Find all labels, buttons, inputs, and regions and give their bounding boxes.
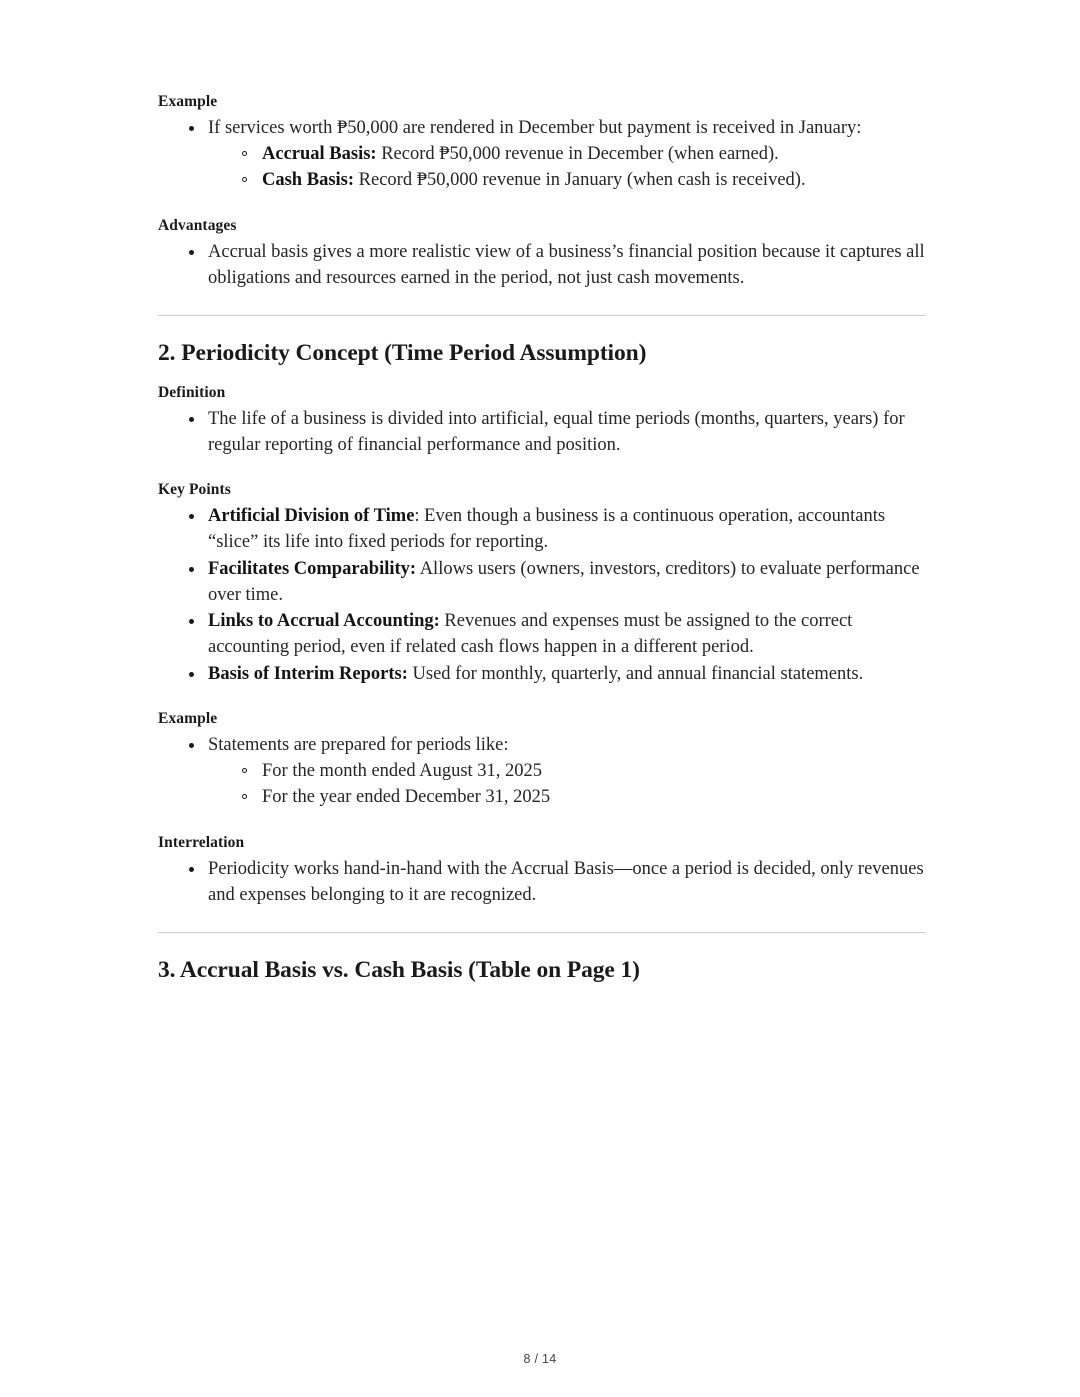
- list-item: [158, 503, 930, 556]
- document-content: [158, 92, 930, 1000]
- section-divider: [158, 315, 926, 316]
- key-point-term: Facilitates Comparability:: [208, 558, 417, 579]
- list-item: [158, 115, 930, 194]
- list-item: [158, 556, 930, 609]
- key-point-text: : Even though a business is a continuous operation, accountants “slice” its life into fixed periods for reporting.: [208, 506, 886, 553]
- list-item: For the year ended December 31, 2025: [208, 784, 930, 810]
- section-label-definition: Definition: [158, 383, 226, 401]
- list-item: [158, 608, 930, 661]
- sub-bullet-term: Accrual Basis:: [262, 144, 377, 165]
- sub-bullet-text: Record ₱50,000 revenue in December (when earned).: [376, 144, 779, 165]
- bullet-text: If services worth ₱50,000 are rendered in December but payment is received in January:: [208, 117, 862, 138]
- section-label-advantages: Advantages: [158, 216, 237, 234]
- example-bullet-list: [158, 115, 930, 194]
- list-item: [158, 406, 930, 459]
- section-interrelation: [158, 833, 930, 908]
- bullet-text: The life of a business is divided into artificial, equal time periods (months, quarters, years) for regular reporting of financial performance and position.: [208, 408, 905, 455]
- example-periods-list: [158, 732, 930, 811]
- section-label-key-points: Key Points: [158, 481, 231, 499]
- advantages-bullet-list: [158, 239, 930, 292]
- page-heading-periodicity: 2. Periodicity Concept (Time Period Assumption): [158, 340, 647, 367]
- list-item: [158, 239, 930, 292]
- list-item: For the month ended August 31, 2025: [208, 758, 930, 784]
- bullet-text: Accrual basis gives a more realistic view of a business’s financial position because it captures all obligations and resources earned in the period, not just cash movements.: [208, 241, 925, 288]
- key-point-term: Basis of Interim Reports:: [208, 663, 408, 684]
- key-point-term: Artificial Division of Time: [208, 506, 415, 527]
- page-heading-comparison: 3. Accrual Basis vs. Cash Basis (Table on Page 1): [158, 957, 640, 984]
- section-advantages: [158, 216, 930, 291]
- definition-bullet-list: [158, 406, 930, 459]
- example-periods-sub-list: [208, 758, 930, 811]
- bullet-text: Periodicity works hand-in-hand with the Accrual Basis—once a period is decided, only revenues and expenses belonging to it are recognized.: [208, 858, 924, 905]
- example-sub-list: [208, 141, 930, 194]
- section-definition: [158, 383, 930, 458]
- key-points-bullet-list: [158, 503, 930, 687]
- key-point-text: Used for monthly, quarterly, and annual financial statements.: [407, 663, 864, 684]
- section-label-interrelation: Interrelation: [158, 833, 245, 851]
- list-item: [208, 141, 930, 167]
- list-item: [208, 167, 930, 193]
- interrelation-bullet-list: [158, 856, 930, 909]
- list-item: [158, 661, 930, 687]
- sub-bullet-text: Record ₱50,000 revenue in January (when cash is received).: [354, 170, 806, 191]
- key-point-text: Allows users (owners, investors, creditors) to evaluate performance over time.: [208, 558, 920, 605]
- bullet-text: Statements are prepared for periods like:: [208, 734, 509, 755]
- list-item: [158, 856, 930, 909]
- key-point-term: Links to Accrual Accounting:: [208, 611, 440, 632]
- page-number-footer: 8 / 14: [523, 1352, 557, 1366]
- list-item: [158, 732, 930, 811]
- section-label-example: Example: [158, 93, 218, 110]
- section-key-points: [158, 480, 930, 687]
- section-divider: [158, 932, 926, 933]
- section-example-accrual: [158, 92, 930, 194]
- key-point-text: Revenues and expenses must be assigned to the correct accounting period, even if related cash flows happen in a different period.: [208, 611, 853, 658]
- section-label-example-periods: Example: [158, 709, 218, 727]
- sub-bullet-term: Cash Basis:: [262, 170, 355, 191]
- section-example-periods: [158, 709, 930, 811]
